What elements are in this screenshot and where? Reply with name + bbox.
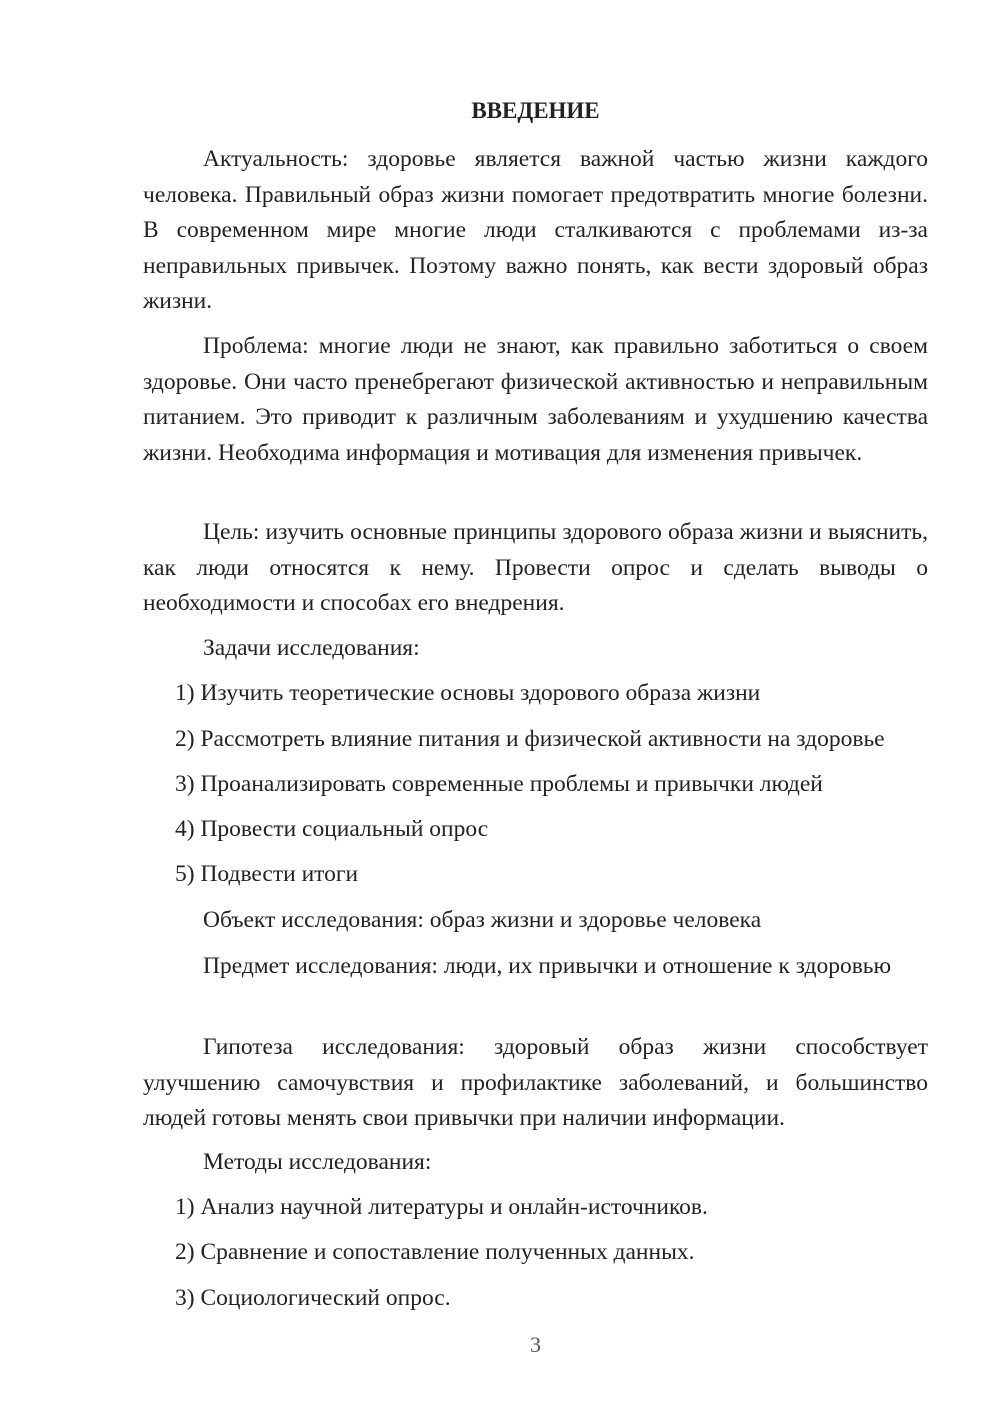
- task-item: 3) Проанализировать современные проблемы и привычки людей: [175, 771, 823, 797]
- task-item: 4) Провести социальный опрос: [175, 816, 489, 842]
- task-item: 5) Подвести итоги: [175, 861, 359, 887]
- tasks-heading: Задачи исследования:: [203, 635, 420, 661]
- page-title: ВВЕДЕНИЕ: [471, 98, 600, 123]
- task-item: 1) Изучить теоретические основы здорового образа жизни: [175, 680, 761, 706]
- paragraph-relevance: Актуальность: здоровье является важной частью жизни каждого человека. Правильный образ жизни помогает предотвратить многие болезни. В современном мире многие люди сталкиваются с проблемами из-за неправильных привычек. Поэтому важно понять, как вести здоровый образ жизни.: [143, 146, 928, 314]
- paragraph-problem: Проблема: многие люди не знают, как правильно заботиться о своем здоровье. Они часто пренебрегают физической активностью и неправильным питанием. Это приводит к различным заболеваниям и ухудшению качества жизни. Необходима информация и мотивация для изменения привычек.: [143, 333, 928, 466]
- method-item: 1) Анализ научной литературы и онлайн-источников.: [175, 1194, 708, 1220]
- paragraph-goal: Цель: изучить основные принципы здорового образа жизни и выяснить, как люди относятся к нему. Провести опрос и сделать выводы о необходимости и способах его внедрения.: [143, 519, 928, 616]
- paragraph-object: Объект исследования: образ жизни и здоровье человека: [203, 907, 762, 933]
- task-item: 2) Рассмотреть влияние питания и физической активности на здоровье: [175, 726, 885, 752]
- methods-heading: Методы исследования:: [203, 1149, 432, 1175]
- paragraph-hypothesis: Гипотеза исследования: здоровый образ жизни способствует улучшению самочувствия и профилактике заболеваний, и большинство людей готовы менять свои привычки при наличии информации.: [143, 1034, 928, 1131]
- method-item: 3) Социологический опрос.: [175, 1285, 451, 1311]
- paragraph-subject: Предмет исследования: люди, их привычки и отношение к здоровью: [203, 953, 892, 979]
- method-item: 2) Сравнение и сопоставление полученных данных.: [175, 1239, 695, 1265]
- page-number: 3: [530, 1332, 541, 1357]
